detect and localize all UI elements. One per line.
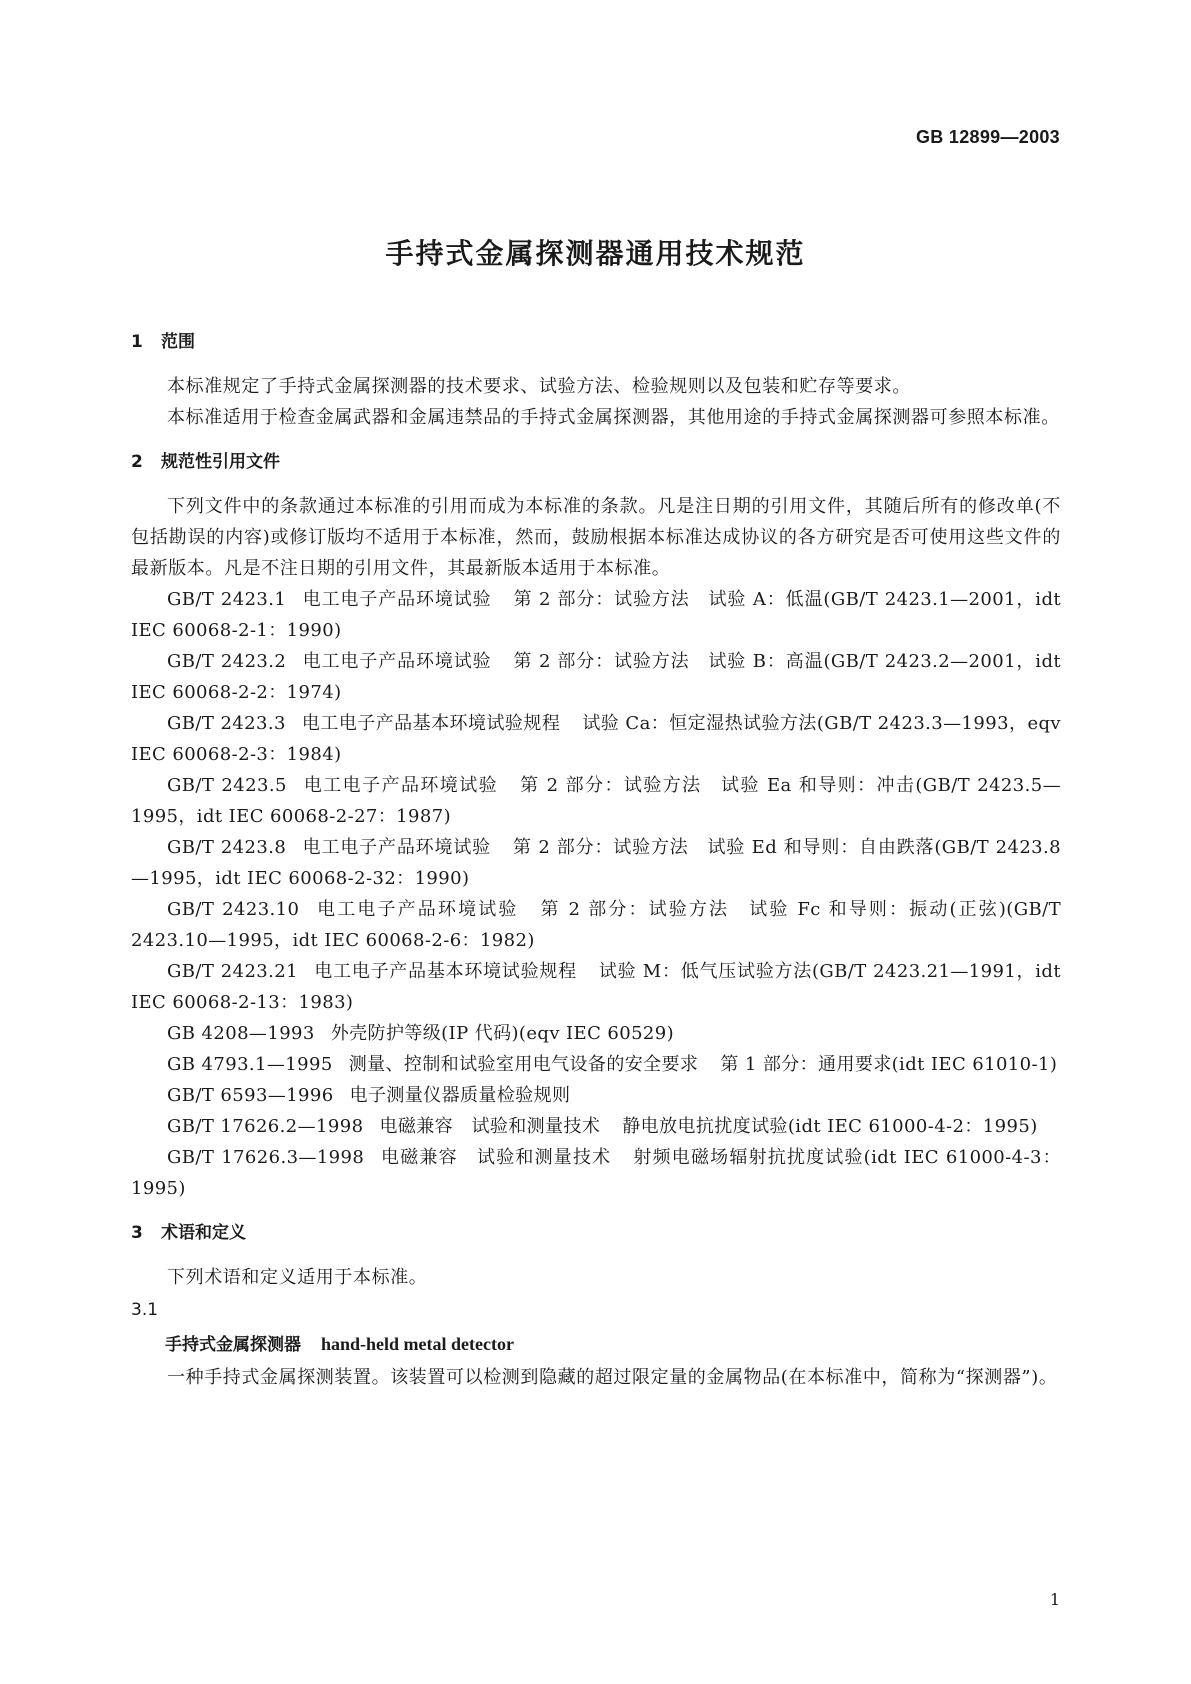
reference-entry [131,832,1061,894]
reference-title: 电工电子产品环境试验 [302,775,499,796]
reference-code: GB/T 17626.3—1998 [167,1147,365,1168]
reference-entry [131,646,1061,708]
paragraph: 本标准规定了手持式金属探测器的技术要求、试验方法、检验规则以及包装和贮存等要求。 [167,376,911,397]
reference-code: GB/T 2423.2 [167,651,287,672]
reference-code: GB/T 6593—1996 [167,1085,334,1106]
reference-title: 电工电子产品环境试验 [302,589,492,610]
reference-detail: 第 2 部分：试验方法 试验 A：低温(GB/T 2423.1—2001，idt IEC 60068-2-1：1990) [131,589,1062,641]
section-number: 3 [131,1223,143,1243]
reference-entry [131,708,1061,770]
term-entry [131,1327,1061,1362]
reference-detail: 第 2 部分：试验方法 试验 Ed 和导则：自由跌落(GB/T 2423.8—1995，idt IEC 60068-2-32：1990) [131,837,1062,889]
term-definition: 一种手持式金属探测装置。该装置可以检测到隐藏的超过限定量的金属物品(在本标准中，简称为“探测器”)。 [167,1367,1058,1388]
reference-code: GB 4793.1—1995 [167,1054,333,1075]
term-english: hand-held metal detector [321,1334,514,1354]
reference-code: GB 4208—1993 [167,1023,315,1044]
clause-number: 3.1 [131,1300,159,1320]
document-body [131,325,1061,1393]
section-3-heading [131,1216,1061,1250]
reference-title: 电工电子产品基本环境试验规程 [301,713,561,734]
reference-detail: 第 1 部分：通用要求(idt IEC 61010-1) [720,1054,1058,1075]
reference-title: 电工电子产品环境试验 [315,899,519,920]
reference-code: GB/T 2423.5 [167,775,287,796]
reference-entry [131,1018,1061,1049]
reference-entry [131,894,1061,956]
reference-title: 测量、控制和试验室用电气设备的安全要求 [348,1054,699,1075]
section-1-heading [131,325,1061,359]
reference-title: 电工电子产品环境试验 [302,651,492,672]
section-2-heading [131,445,1061,479]
reference-title: 电磁兼容 试验和测量技术 [380,1147,612,1168]
paragraph: 下列文件中的条款通过本标准的引用而成为本标准的条款。凡是注日期的引用文件，其随后所有的修改单(不包括勘误的内容)或修订版均不适用于本标准，然而，鼓励根据本标准达成协议的各方研究是否可使用这些文件的最新版本。凡是不注日期的引用文件，其最新版本适用于本标准。 [131,496,1061,579]
reference-entry [131,956,1061,1018]
reference-detail: 试验 M：低气压试验方法(GB/T 2423.21—1991，idt IEC 60068-2-13：1983) [131,961,1061,1013]
term-chinese: 手持式金属探测器 [165,1335,301,1355]
reference-code: GB/T 2423.21 [167,961,298,982]
reference-entry [131,1049,1061,1080]
reference-detail: 第 2 部分：试验方法 试验 Fc 和导则：振动(正弦)(GB/T 2423.10—1995，idt IEC 60068-2-6：1982) [131,899,1062,951]
reference-entry [131,770,1061,832]
section-title: 规范性引用文件 [161,452,280,472]
reference-code: GB/T 17626.2—1998 [167,1116,364,1137]
section-title: 范围 [161,332,195,352]
normative-references-list [131,584,1061,1204]
reference-entry [131,1111,1061,1142]
section-title: 术语和定义 [161,1223,246,1243]
reference-detail: 试验 Ca：恒定湿热试验方法(GB/T 2423.3—1993，eqv IEC 60068-2-3：1984) [131,713,1062,765]
page-number: 1 [1049,1590,1060,1609]
reference-title: 电工电子产品基本环境试验规程 [313,961,577,982]
reference-entry [131,1080,1061,1111]
reference-title: 电工电子产品环境试验 [302,837,491,858]
reference-code: GB/T 2423.10 [167,899,300,920]
paragraph: 本标准适用于检查金属武器和金属违禁品的手持式金属探测器，其他用途的手持式金属探测器可参照本标准。 [167,407,1060,428]
reference-detail: 射频电磁场辐射抗扰度试验(idt IEC 61000-4-3：1995) [131,1147,1061,1199]
document-title: 手持式金属探测器通用技术规范 [385,237,806,270]
reference-detail: 静电放电抗扰度试验(idt IEC 61000-4-2：1995) [622,1116,1038,1137]
reference-title: 外壳防护等级(IP 代码)(eqv IEC 60529) [330,1023,675,1044]
section-number: 1 [131,332,143,352]
reference-code: GB/T 2423.8 [167,837,287,858]
reference-code: GB/T 2423.3 [167,713,286,734]
standard-code: GB 12899—2003 [916,127,1060,147]
reference-detail: 第 2 部分：试验方法 试验 Ea 和导则：冲击(GB/T 2423.5—1995，idt IEC 60068-2-27：1987) [131,775,1062,827]
reference-entry [131,584,1061,646]
reference-detail: 第 2 部分：试验方法 试验 B：高温(GB/T 2423.2—2001，idt IEC 60068-2-2：1974) [131,651,1062,703]
section-number: 2 [131,452,143,472]
reference-title: 电子测量仪器质量检验规则 [349,1085,571,1106]
reference-entry [131,1142,1061,1204]
reference-title: 电磁兼容 试验和测量技术 [379,1116,601,1137]
reference-code: GB/T 2423.1 [167,589,287,610]
paragraph: 下列术语和定义适用于本标准。 [167,1267,428,1288]
